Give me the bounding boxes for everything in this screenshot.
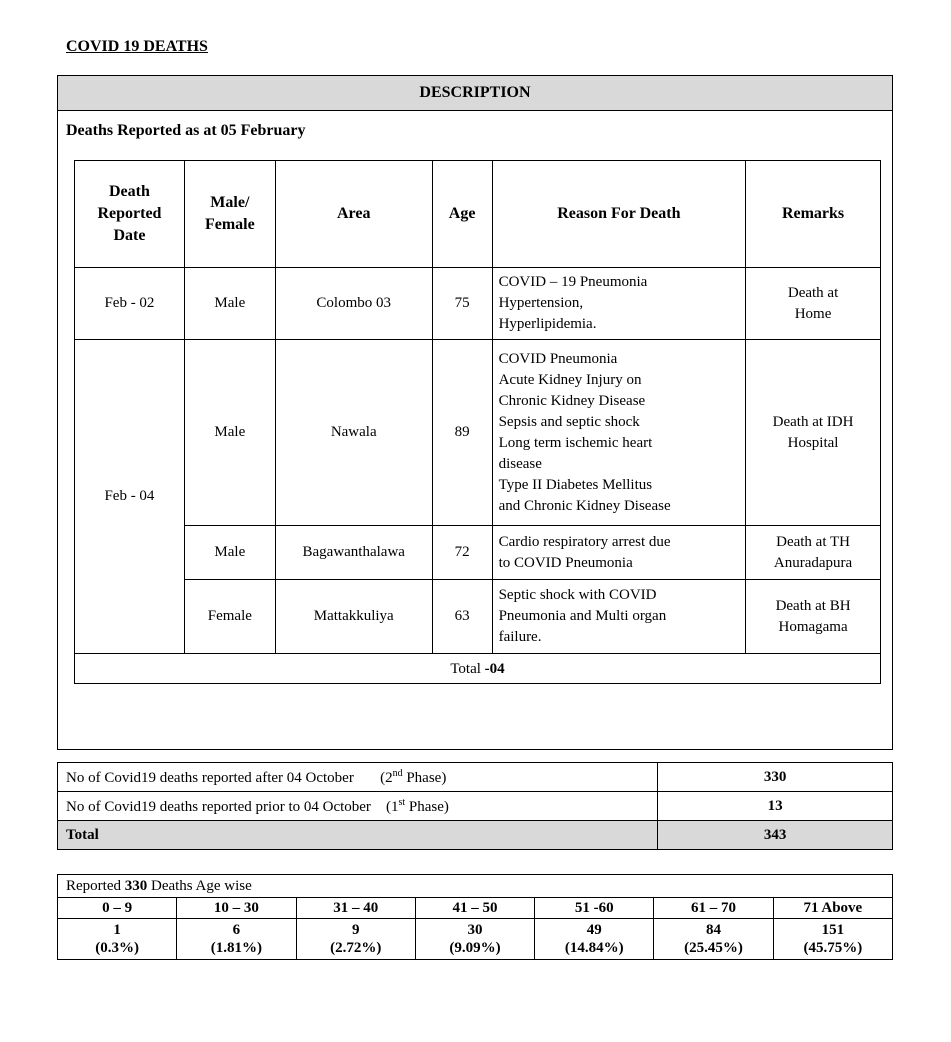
age-range: 61 – 70: [654, 898, 773, 919]
age-range: 10 – 30: [177, 898, 296, 919]
deaths-table: [74, 160, 881, 684]
cell-area: Colombo 03: [275, 268, 432, 340]
age-value: 151 (45.75%): [773, 919, 892, 960]
age-range: 0 – 9: [58, 898, 177, 919]
second-phase-row: [58, 763, 893, 792]
cell-area: Bagawanthalawa: [275, 526, 432, 580]
summary-total-row: [58, 821, 893, 850]
age-values-row: [58, 919, 893, 960]
table-row: [75, 526, 881, 580]
table-row: [75, 340, 881, 526]
cell-area: Nawala: [275, 340, 432, 526]
cell-remarks: Death at IDH Hospital: [746, 340, 881, 526]
age-range: 31 – 40: [296, 898, 415, 919]
cell-age: 75: [432, 268, 492, 340]
age-value: 9 (2.72%): [296, 919, 415, 960]
age-value: 6 (1.81%): [177, 919, 296, 960]
age-range: 71 Above: [773, 898, 892, 919]
age-value: 49 (14.84%): [535, 919, 654, 960]
age-value: 84 (25.45%): [654, 919, 773, 960]
header-death-reported-date: Death Reported Date: [75, 161, 185, 268]
cell-sex: Female: [184, 580, 275, 654]
cell-sex: Male: [184, 340, 275, 526]
cell-sex: Male: [184, 526, 275, 580]
header-area: Area: [275, 161, 432, 268]
first-phase-row: [58, 792, 893, 821]
header-sex: Male/ Female: [184, 161, 275, 268]
cell-sex: Male: [184, 268, 275, 340]
cell-reason: Septic shock with COVID Pneumonia and Multi organ failure.: [492, 580, 746, 654]
age-wise-caption: Reported 330 Deaths Age wise: [58, 875, 893, 898]
table-row: [75, 268, 881, 340]
page-title: COVID 19 DEATHS: [66, 38, 208, 55]
description-header: DESCRIPTION: [58, 76, 892, 111]
cell-reason: Cardio respiratory arrest due to COVID Pneumonia: [492, 526, 746, 580]
age-range: 51 -60: [535, 898, 654, 919]
summary-total-label: Total: [58, 821, 658, 850]
cell-remarks: Death at BH Homagama: [746, 580, 881, 654]
cell-reason: COVID Pneumonia Acute Kidney Injury on Chronic Kidney Disease Sepsis and septic shock Long term ischemic heart disease Type II Diabetes Mellitus and Chronic Kidney Disease: [492, 340, 746, 526]
header-age: Age: [432, 161, 492, 268]
age-range: 41 – 50: [415, 898, 534, 919]
cell-date: Feb - 04: [75, 340, 185, 654]
first-phase-label: No of Covid19 deaths reported prior to 04 October (1st Phase): [58, 792, 658, 821]
cell-area: Mattakkuliya: [275, 580, 432, 654]
second-phase-label: No of Covid19 deaths reported after 04 October (2nd Phase): [58, 763, 658, 792]
summary-total-value: 343: [658, 821, 893, 850]
header-reason-for-death: Reason For Death: [492, 161, 746, 268]
deaths-reported-heading: Deaths Reported as at 05 February: [66, 122, 306, 139]
phase-summary-table: [57, 762, 893, 850]
description-section: [57, 75, 893, 750]
deaths-total: Total -04: [75, 654, 881, 684]
cell-age: 63: [432, 580, 492, 654]
header-remarks: Remarks: [746, 161, 881, 268]
age-value: 1 (0.3%): [58, 919, 177, 960]
cell-reason: COVID – 19 Pneumonia Hypertension, Hyperlipidemia.: [492, 268, 746, 340]
age-wise-table: [57, 874, 893, 960]
age-value: 30 (9.09%): [415, 919, 534, 960]
cell-remarks: Death at Home: [746, 268, 881, 340]
cell-age: 89: [432, 340, 492, 526]
first-phase-value: 13: [658, 792, 893, 821]
table-row: [75, 580, 881, 654]
cell-remarks: Death at TH Anuradapura: [746, 526, 881, 580]
cell-date: Feb - 02: [75, 268, 185, 340]
age-ranges-row: [58, 898, 893, 919]
cell-age: 72: [432, 526, 492, 580]
total-row: [75, 654, 881, 684]
second-phase-value: 330: [658, 763, 893, 792]
